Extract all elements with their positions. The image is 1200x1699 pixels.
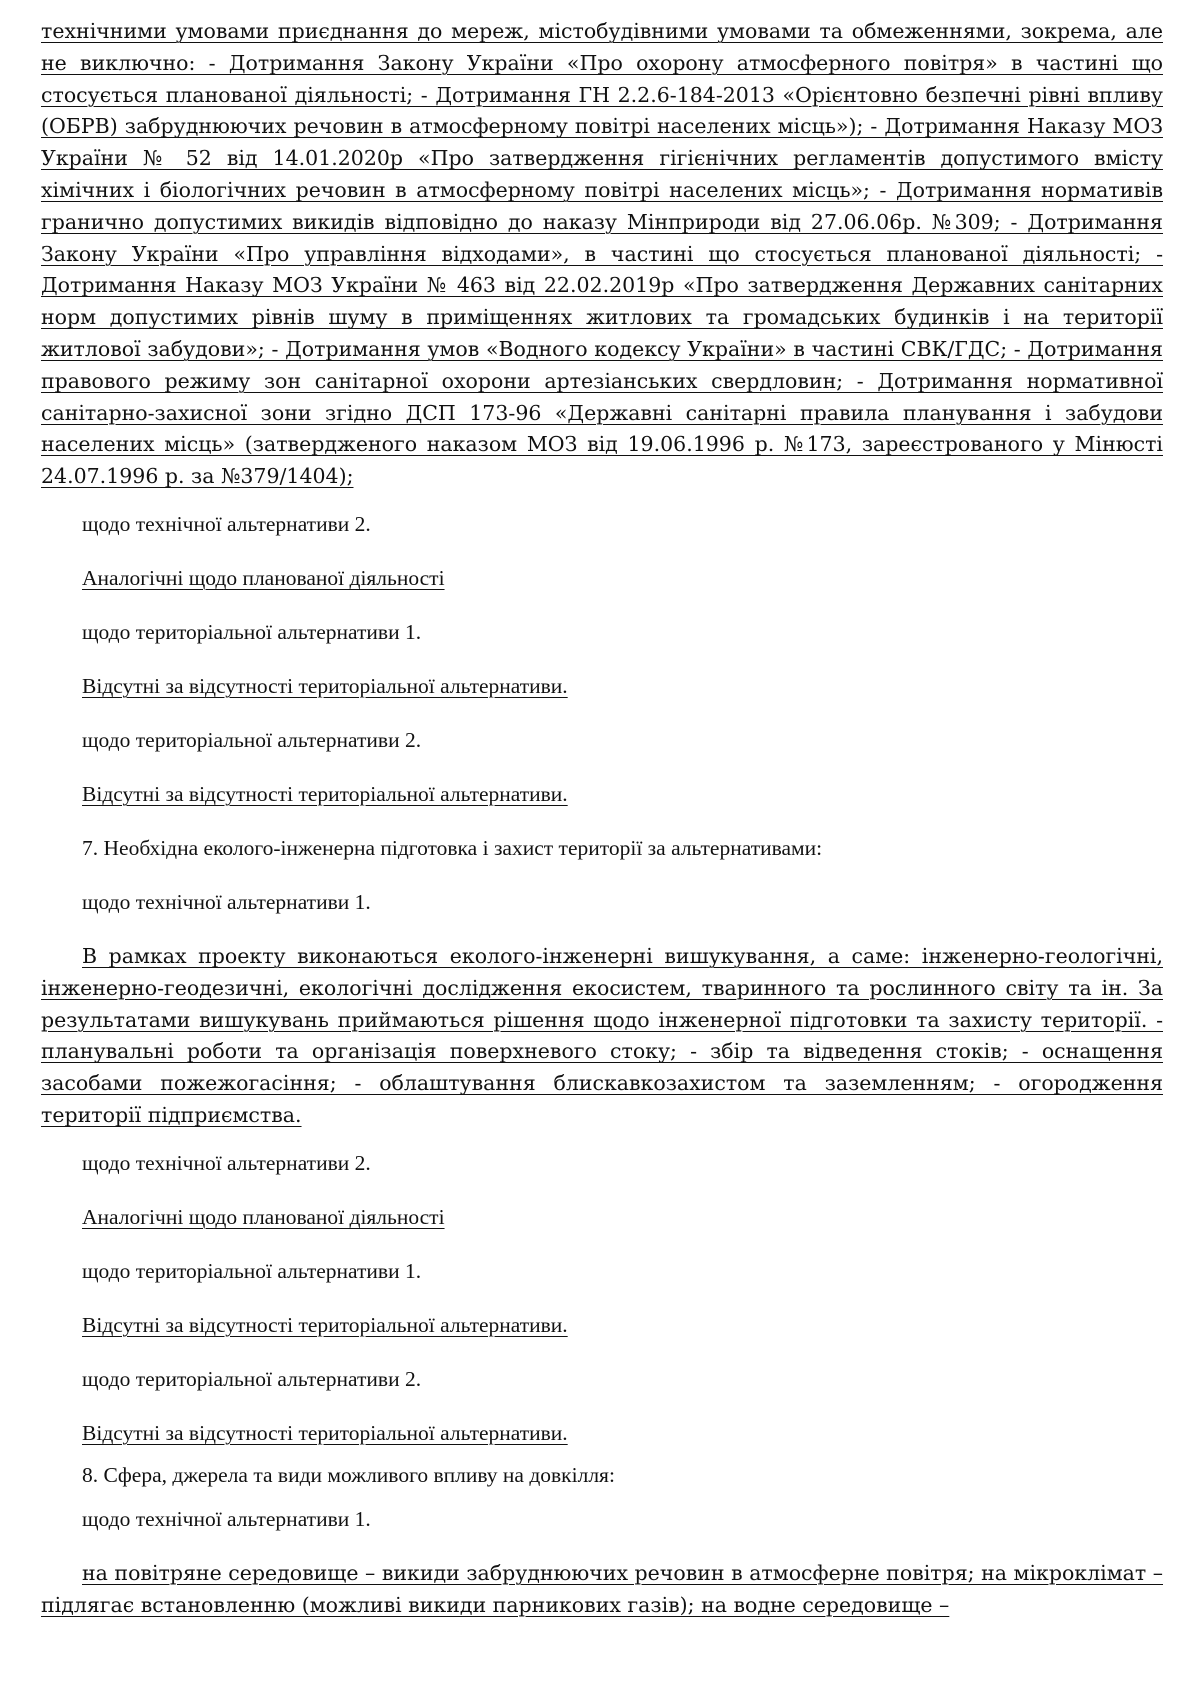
- section-8-heading: 8. Сфера, джерела та види можливого впливу на довкілля:: [82, 1462, 615, 1487]
- paragraph-territorial-alt-1-heading-2: щодо територіальної альтернативи 1.: [82, 1258, 422, 1283]
- paragraph-technical-alt-2-text-2: Аналогічні щодо планованої діяльності: [82, 1204, 445, 1229]
- paragraph-technical-alt-1-heading: щодо технічної альтернативи 1.: [82, 889, 371, 914]
- paragraph-territorial-alt-1-heading: щодо територіальної альтернативи 1.: [82, 619, 422, 644]
- paragraph-territorial-alt-1-text-2: Відсутні за відсутності територіальної альтернативи.: [82, 1312, 568, 1337]
- paragraph-territorial-alt-2-heading: щодо територіальної альтернативи 2.: [82, 727, 422, 752]
- paragraph-territorial-alt-1-text: Відсутні за відсутності територіальної альтернативи.: [82, 673, 568, 698]
- paragraph-territorial-alt-2-text: Відсутні за відсутності територіальної альтернативи.: [82, 781, 568, 806]
- paragraph-technical-alt-2-text: Аналогічні щодо планованої діяльності: [82, 565, 445, 590]
- paragraph-technical-alt-2-heading: щодо технічної альтернативи 2.: [82, 511, 371, 536]
- paragraph-impact-sphere: на повітряне середовище – викиди забруднюючих речовин в атмосферне повітря; на мікроклімат – підлягає встановленню (можливі викиди парникових газів); на водне середовище –: [41, 1560, 1163, 1617]
- paragraph-technical-alt-2-heading-2: щодо технічної альтернативи 2.: [82, 1150, 371, 1175]
- paragraph-territorial-alt-2-text-2: Відсутні за відсутності територіальної альтернативи.: [82, 1420, 568, 1445]
- paragraph-territorial-alt-2-heading-2: щодо територіальної альтернативи 2.: [82, 1366, 422, 1391]
- section-7-heading: 7. Необхідна еколого-інженерна підготовка і захист території за альтернативами:: [82, 835, 823, 860]
- paragraph-technical-alt-1-heading-2: щодо технічної альтернативи 1.: [82, 1506, 371, 1531]
- paragraph-engineering-preparation: В рамках проекту виконаються еколого-інженерні вишукування, а саме: інженерно-геологічні, інженерно-геодезичні, екологічні дослідження екосистем, тваринного та рослинного світу та ін. За результатами вишукувань приймаються рішення щодо інженерної підготовки та захисту території. - планувальні роботи та організація поверхневого стоку; - збір та відведення стоків; - оснащення засобами пожежогасіння; - облаштування блискавкозахистом та заземленням; - огородження території підприємства.: [41, 943, 1163, 1127]
- paragraph-requirements: технічними умовами приєднання до мереж, містобудівними умовами та обмеженнями, зокрема, але не виключно: - Дотримання Закону України «Про охорону атмосферного повітря» в частині що стосується планованої діяльності; - Дотримання ГН 2.2.6-184-2013 «Орієнтовно безпечні рівні впливу (ОБРВ) забруднюючих речовин в атмосферному повітрі населених місць»); - Дотримання Наказу МОЗ України № 52 від 14.01.2020р «Про затвердження гігієнічних регламентів допустимого вмісту хімічних і біологічних речовин в атмосферному повітрі населених місць»; - Дотримання нормативів гранично допустимих викидів відповідно до наказу Мінприроди від 27.06.06р. №309; - Дотримання Закону України «Про управління відходами», в частині що стосується планованої діяльності; - Дотримання Наказу МОЗ України № 463 від 22.02.2019р «Про затвердження Державних санітарних норм допустимих рівнів шуму в приміщеннях житлових та громадських будинків і на території житлової забудови»; - Дотримання умов «Водного кодексу України» в частині СВК/ГДС; - Дотримання правового режиму зон санітарної охорони артезіанських свердловин; - Дотримання нормативної санітарно-захисної зони згідно ДСП 173-96 «Державні санітарні правила планування і забудови населених місць» (затвердженого наказом МОЗ від 19.06.1996 р. №173, зареєстрованого у Мінюсті 24.07.1996 р. за №379/1404);: [41, 19, 1163, 489]
